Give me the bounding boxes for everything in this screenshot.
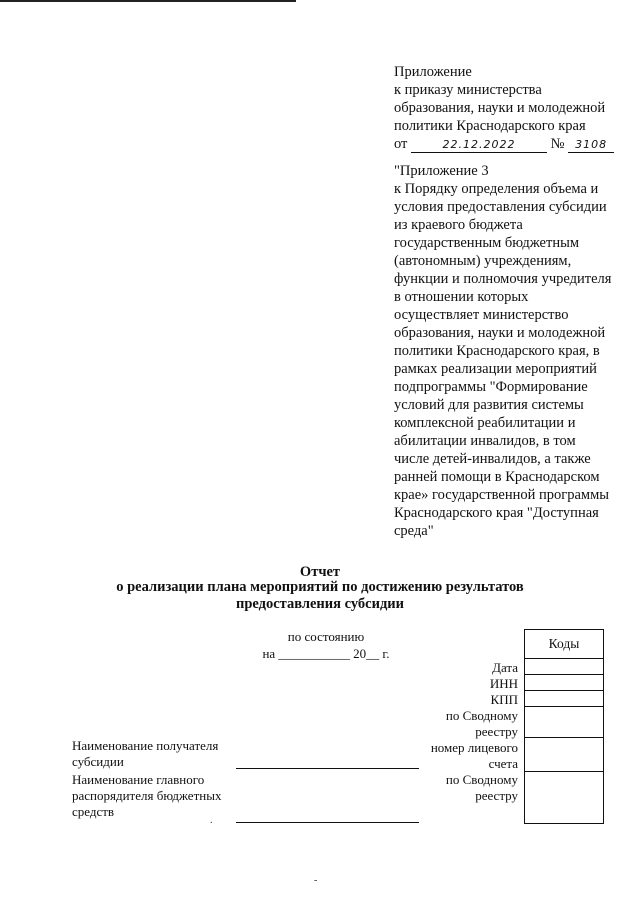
appendix3-line: среда" <box>394 523 434 539</box>
stray-mark: - <box>314 875 318 886</box>
number-prefix: № <box>550 136 565 152</box>
appendix3-line: в отношении которых <box>394 289 529 305</box>
manager-label <box>72 772 242 820</box>
appendix3-line: осуществляет министерство <box>394 307 569 323</box>
appendix3-line: условия предоставления субсидии <box>394 199 607 215</box>
label-account-line1: номер лицевого <box>430 740 518 755</box>
appendix3-line: числе детей-инвалидов, а также <box>394 451 591 467</box>
from-prefix: от <box>394 136 408 152</box>
appendix3-line: политики Краснодарского края, в <box>394 343 600 359</box>
recipient-label <box>72 738 242 770</box>
appendix3-line: крае» государственной программы <box>394 487 609 503</box>
appendix3-line: рамках реализации мероприятий <box>394 361 597 377</box>
code-cell-registry <box>525 706 603 707</box>
report-subtitle-line1: о реализации плана мероприятий по достижению результатов <box>116 579 524 595</box>
report-subtitle-line2: предоставления субсидии <box>235 596 404 612</box>
recipient-label-line: Наименование получателя <box>72 738 219 753</box>
handwritten-number: 3108 <box>575 138 608 151</box>
appendix-line: политики Краснодарского края <box>394 118 586 134</box>
top-rule <box>0 0 296 2</box>
recipient-label-line: субсидии <box>72 754 124 769</box>
label-registry2-line2: реестру <box>475 788 518 803</box>
stray-mark: . <box>210 815 213 826</box>
codes-table <box>524 629 604 824</box>
label-registry2-line1: по Сводному <box>445 772 518 787</box>
code-cell-kpp <box>525 690 603 691</box>
code-cell-registry2 <box>525 771 603 772</box>
report-title: Отчет <box>299 564 341 580</box>
appendix3-line: условий для развития системы <box>394 397 584 413</box>
manager-field-line[interactable] <box>236 822 419 823</box>
recipient-field-line[interactable] <box>236 768 419 769</box>
appendix3-block <box>394 162 634 540</box>
label-kpp: КПП <box>490 692 518 707</box>
state-date-line: на ___________ 20__ г. <box>262 646 390 661</box>
label-date: Дата <box>492 660 518 675</box>
appendix3-line: Краснодарского края "Доступная <box>394 505 599 521</box>
state-label: по состоянию <box>287 629 365 644</box>
appendix3-line: "Приложение 3 <box>394 163 489 179</box>
code-cell-account <box>525 737 603 738</box>
handwritten-date: 22.12.2022 <box>442 138 516 151</box>
appendix-header <box>394 63 634 153</box>
order-date-field <box>411 137 547 153</box>
appendix-line: к приказу министерства <box>394 82 542 98</box>
manager-label-line: распорядителя бюджетных <box>72 788 222 803</box>
manager-label-line: Наименование главного <box>72 772 205 787</box>
report-state <box>236 628 416 662</box>
label-registry-line1: по Сводному <box>445 708 518 723</box>
appendix3-line: функции и полномочия учредителя <box>394 271 612 287</box>
label-inn: ИНН <box>489 676 518 691</box>
appendix3-line: ранней помощи в Краснодарском <box>394 469 600 485</box>
appendix3-line: комплексной реабилитации и <box>394 415 576 431</box>
label-account-line2: счета <box>488 756 518 771</box>
appendix-line: образования, науки и молодежной <box>394 100 606 116</box>
appendix3-line: к Порядку определения объема и <box>394 181 599 197</box>
appendix-line: Приложение <box>394 64 472 80</box>
appendix3-line: (автономным) учреждениям, <box>394 253 572 269</box>
appendix3-line: государственным бюджетным <box>394 235 580 251</box>
appendix3-line: подпрограммы "Формирование <box>394 379 588 395</box>
manager-label-line: средств <box>72 804 115 819</box>
code-cell-inn <box>525 674 603 675</box>
label-registry-line2: реестру <box>475 724 518 739</box>
code-cell-date <box>525 658 603 659</box>
codes-header: Коды <box>548 636 580 651</box>
order-number-field <box>568 137 614 153</box>
appendix3-line: из краевого бюджета <box>394 217 523 233</box>
appendix3-line: абилитации инвалидов, в том <box>394 433 576 449</box>
order-date-number-line <box>394 135 634 153</box>
appendix3-line: образования, науки и молодежной <box>394 325 606 341</box>
